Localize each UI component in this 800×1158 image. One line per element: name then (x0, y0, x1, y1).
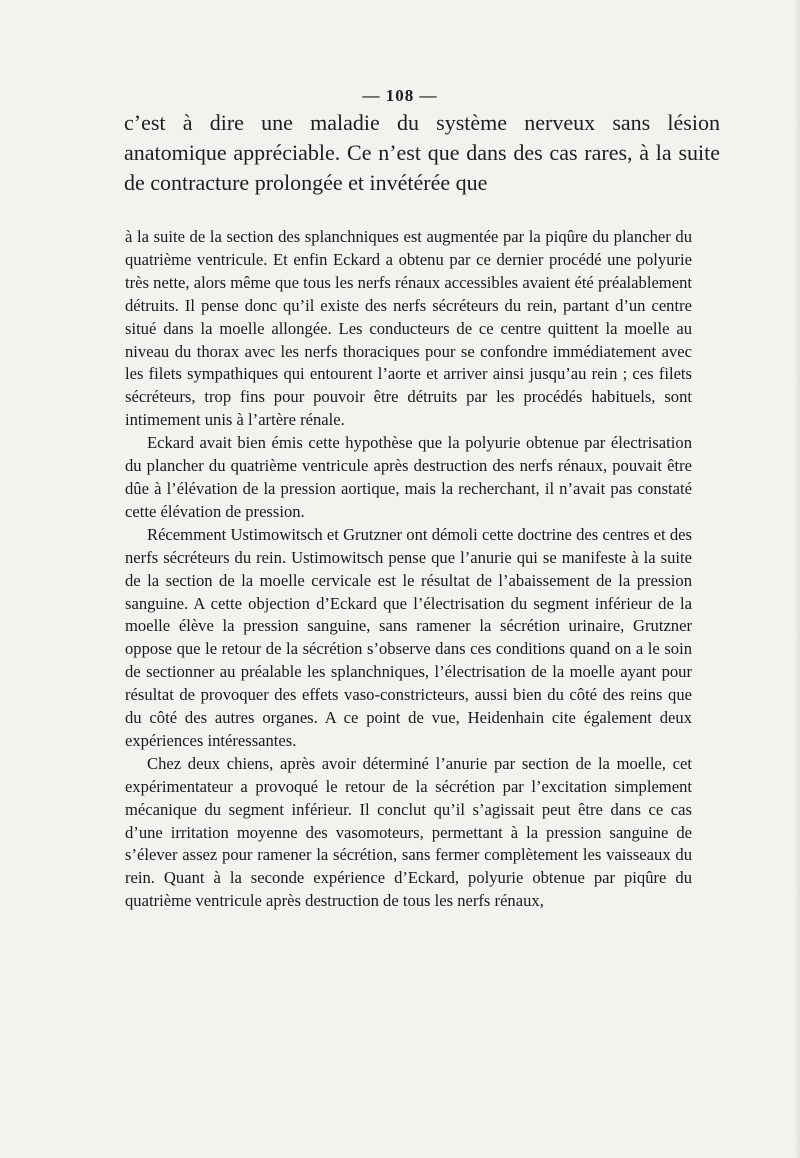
overlaid-fragment-text: c’est à dire une maladie du système nerveux sans lésion anatomique appréciable. Ce n’est que dans des cas rares, à la suite de contracture prolongée et invétérée que (124, 110, 720, 195)
body-text (125, 226, 692, 913)
page-edge-shadow (794, 0, 800, 1158)
paragraph-1: à la suite de la section des splanchniques est augmentée par la piqûre du plancher du quatrième ventricule. Et enfin Eckard a obtenu par ce dernier procédé une polyurie très nette, alors même que tous les nerfs rénaux accessibles avaient été préalablement détruits. Il pense donc qu’il existe des nerfs sécréteurs du rein, partant d’un centre situé dans la moelle allongée. Les conducteurs de ce centre quittent la moelle au niveau du thorax avec les nerfs thoraciques pour se confondre immédiatement avec les filets sympathiques qui entourent l’aorte et arriver ainsi jusqu’au rein ; ces filets sécréteurs, trop fins pour pouvoir être détruits par les procédés habituels, sont intimement unis à l’artère rénale. (125, 227, 692, 430)
paragraph-4: Chez deux chiens, après avoir déterminé l’anurie par section de la moelle, cet expérimentateur a provoqué le retour de la sécrétion par l’excitation simplement mécanique du segment inférieur. Il conclut qu’il s’agissait peut être dans ce cas d’une irritation moyenne des vasomoteurs, permettant à la pression sanguine de s’élever assez pour ramener la sécrétion, sans fermer complètement les vaisseaux du rein. Quant à la seconde expérience d’Eckard, polyurie obtenue par piqûre du quatrième ventricule après destruction de tous les nerfs rénaux, (125, 753, 692, 911)
paragraph-2: Eckard avait bien émis cette hypothèse que la polyurie obtenue par électrisation du plancher du quatrième ventricule après destruction des nerfs rénaux, pouvait être dûe à l’élévation de la pression aortique, mais la recherchant, il n’avait pas constaté cette élévation de pression. (125, 433, 692, 521)
paragraph-3: Récemment Ustimowitsch et Grutzner ont démoli cette doctrine des centres et des nerfs sécréteurs du rein. Ustimowitsch pense que l’anurie qui se manifeste à la suite de la section de la moelle cervicale est le résultat de l’abaissement de la pression sanguine. A cette objection d’Eckard que l’électrisation du segment inférieur de la moelle élève la pression sanguine, sans ramener la sécrétion urinaire, Grutzner oppose que le retour de la sécrétion s’observe dans ces conditions quand on a le soin de sectionner au préalable les splanchniques, l’électrisation de la moelle ayant pour résultat de provoquer des effets vaso-constricteurs, aussi bien du côté des reins que du côté des autres organes. A ce point de vue, Heidenhain cite également deux expériences intéressantes. (125, 524, 692, 750)
page-number: — 108 — (362, 86, 438, 105)
